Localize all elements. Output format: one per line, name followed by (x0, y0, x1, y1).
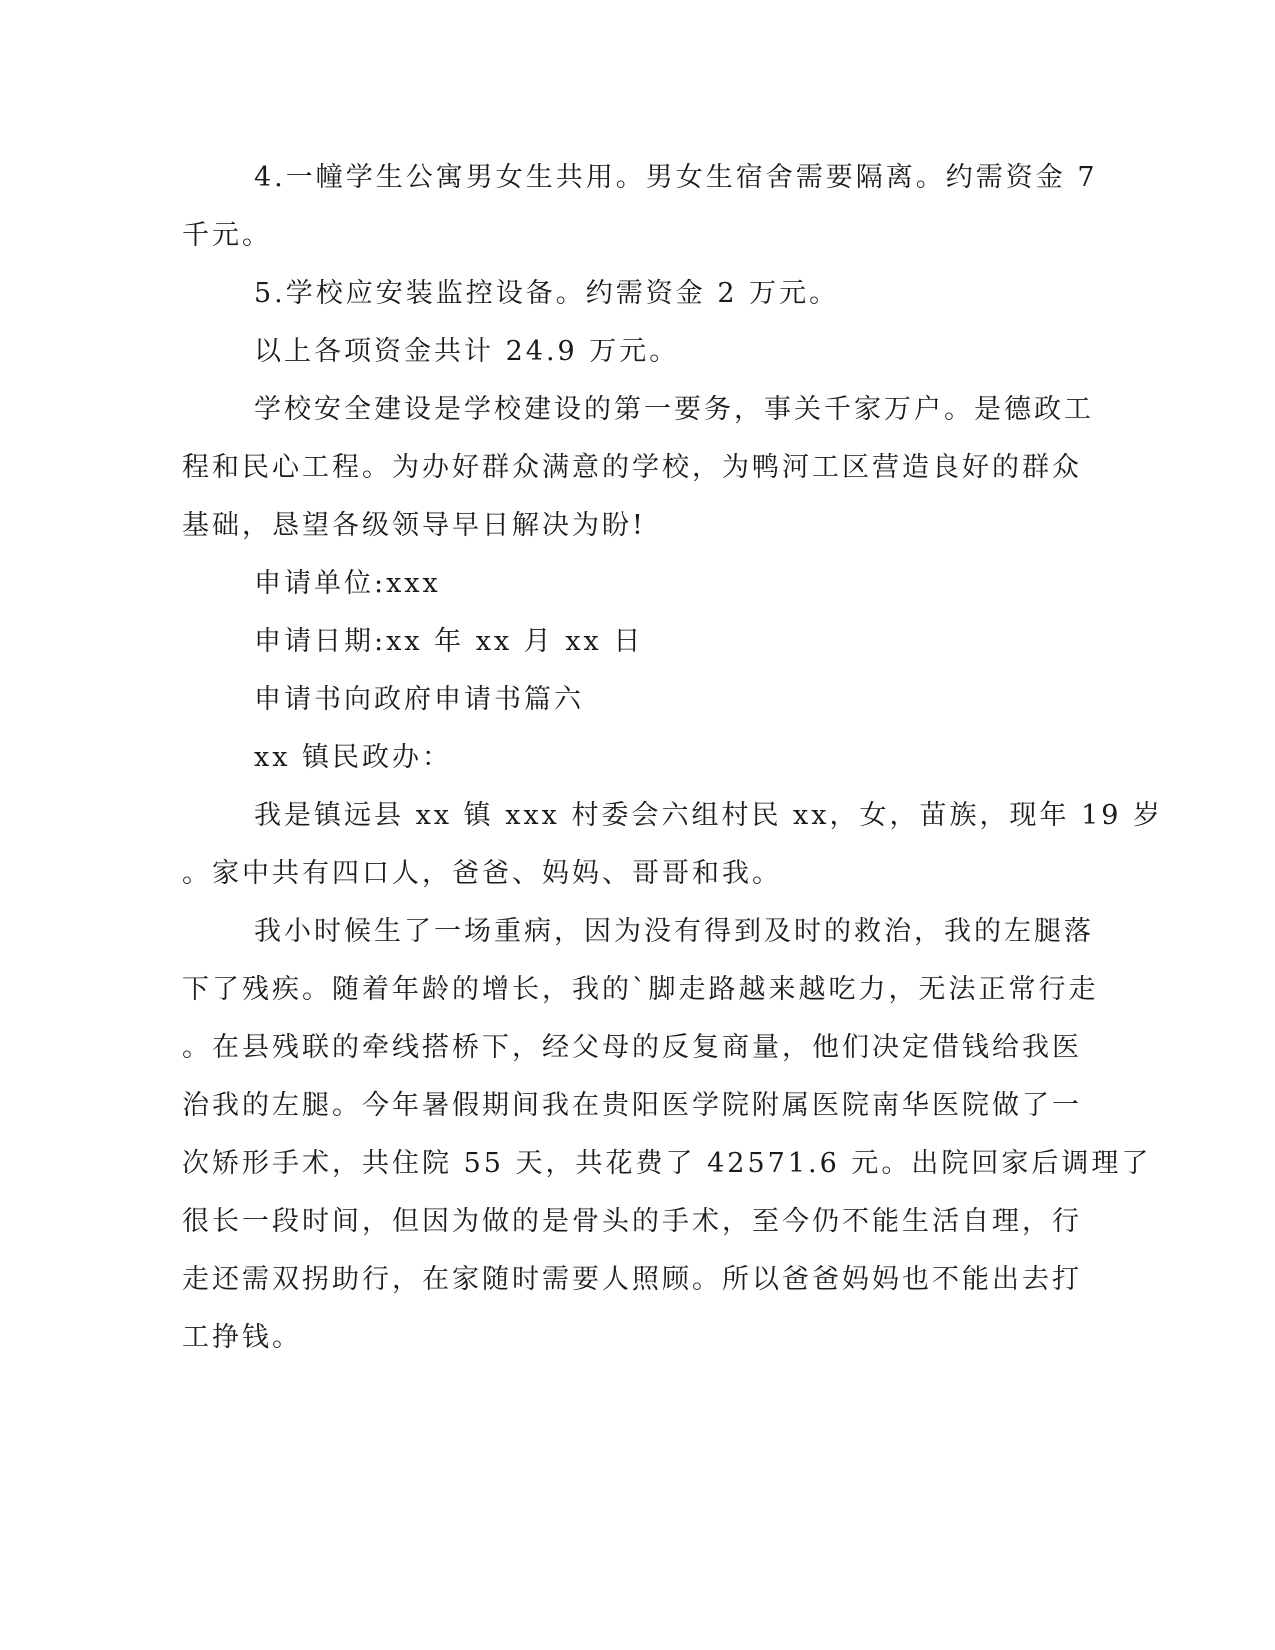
paragraph-total-funds: 以上各项资金共计 24.9 万元。 (254, 336, 680, 367)
paragraph-illness-line-2: 下了残疾。随着年龄的增长，我的`脚走路越来越吃力，无法正常行走 (182, 974, 1099, 1005)
paragraph-item-4-line-2: 千元。 (182, 220, 272, 251)
paragraph-safety-line-1: 学校安全建设是学校建设的第一要务，事关千家万户。是德政工 (254, 394, 1094, 425)
paragraph-illness-line-8: 工挣钱。 (182, 1322, 302, 1353)
paragraph-item-5: 5.学校应安装监控设备。约需资金 2 万元。 (254, 278, 840, 309)
applicant-unit: 申请单位:xxx (254, 568, 441, 599)
application-date: 申请日期:xx 年 xx 月 xx 日 (254, 626, 644, 657)
paragraph-illness-line-3: 。在县残联的牵线搭桥下，经父母的反复商量，他们决定借钱给我医 (182, 1032, 1082, 1063)
section-heading: 申请书向政府申请书篇六 (254, 684, 584, 715)
paragraph-illness-line-5: 次矫形手术，共住院 55 天，共花费了 42571.6 元。出院回家后调理了 (182, 1148, 1152, 1179)
paragraph-intro-line-1: 我是镇远县 xx 镇 xxx 村委会六组村民 xx，女，苗族，现年 19 岁 (254, 800, 1164, 831)
paragraph-safety-line-3: 基础，恳望各级领导早日解决为盼! (182, 510, 646, 541)
paragraph-illness-line-1: 我小时候生了一场重病，因为没有得到及时的救治，我的左腿落 (254, 916, 1094, 947)
salutation: xx 镇民政办： (254, 742, 453, 773)
paragraph-illness-line-4: 治我的左腿。今年暑假期间我在贵阳医学院附属医院南华医院做了一 (182, 1090, 1082, 1121)
paragraph-safety-line-2: 程和民心工程。为办好群众满意的学校，为鸭河工区营造良好的群众 (182, 452, 1082, 483)
paragraph-illness-line-7: 走还需双拐助行，在家随时需要人照顾。所以爸爸妈妈也不能出去打 (182, 1264, 1082, 1295)
paragraph-intro-line-2: 。家中共有四口人，爸爸、妈妈、哥哥和我。 (182, 858, 782, 889)
paragraph-illness-line-6: 很长一段时间，但因为做的是骨头的手术，至今仍不能生活自理，行 (182, 1206, 1082, 1237)
paragraph-item-4-line-1: 4.一幢学生公寓男女生共用。男女生宿舍需要隔离。约需资金 7 (254, 162, 1098, 193)
